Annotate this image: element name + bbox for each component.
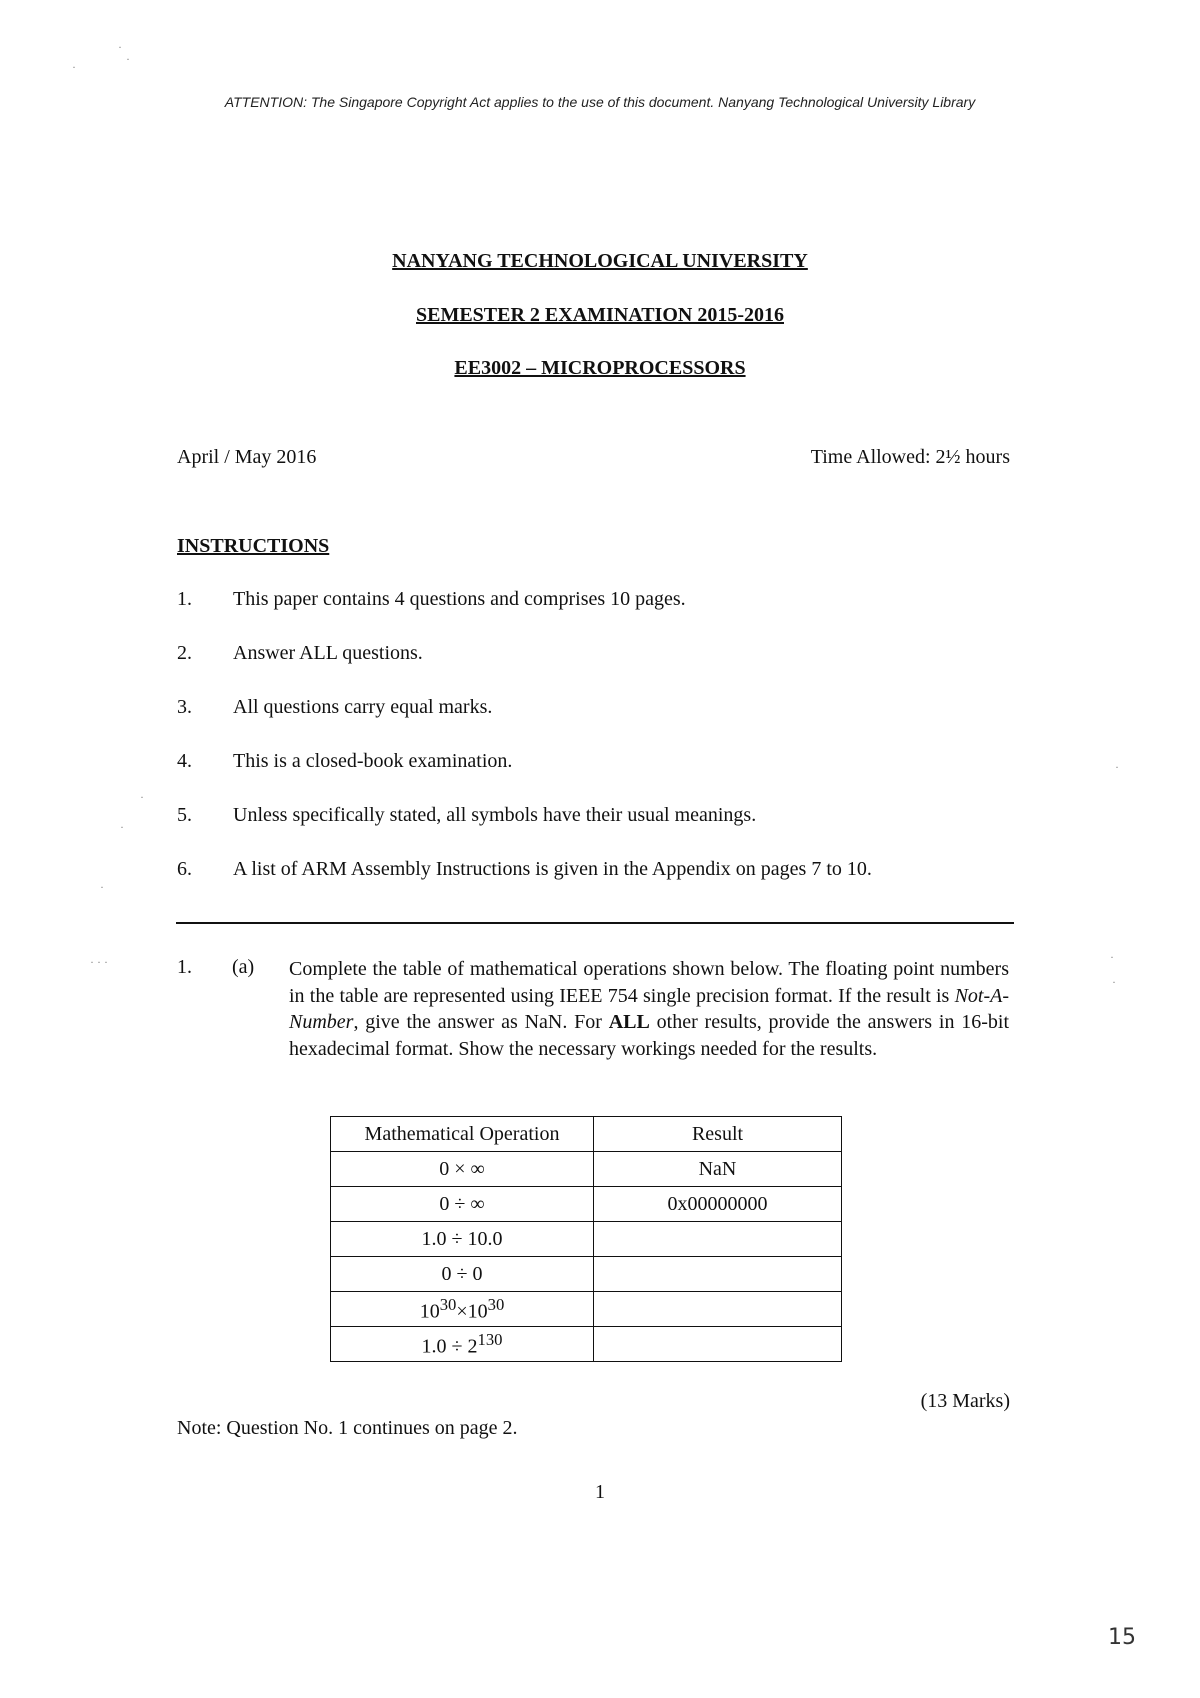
continuation-note: Note: Question No. 1 continues on page 2. [177,1417,518,1439]
scan-speck: · [1115,760,1119,774]
question-text-segment: , give the answer as NaN. For [353,1011,609,1033]
question-part-label: (a) [232,956,255,978]
table-row [331,1152,842,1187]
instruction-number: 3. [177,696,192,718]
operation-superscript: 30 [439,1294,457,1314]
operation-cell [331,1187,594,1222]
scan-speck: · [100,880,104,894]
scan-speck: · · · [90,955,108,969]
question-text-italic: Not-A-Number [289,984,1009,1033]
operation-superscript: 130 [477,1329,503,1349]
operation-cell [331,1222,594,1257]
column-header-result: Result [594,1117,842,1152]
handwritten-page-mark: 15 [1108,1625,1136,1650]
scan-speck: · [1110,950,1114,964]
operations-table [330,1116,842,1362]
operation-text: 1.0 ÷ 10.0 [421,1227,503,1250]
scan-speck: · [118,40,122,54]
instruction-text: A list of ARM Assembly Instructions is given in the Appendix on pages 7 to 10. [233,858,872,880]
operation-cell [331,1327,594,1362]
course-title: EE3002 – MICROPROCESSORS [454,357,746,379]
instruction-number: 5. [177,804,192,826]
university-title: NANYANG TECHNOLOGICAL UNIVERSITY [392,250,808,272]
operation-text: 0 × ∞ [439,1157,485,1180]
instruction-text: This is a closed-book examination. [233,750,513,772]
section-divider [176,922,1014,924]
result-cell [594,1292,842,1327]
instruction-text: All questions carry equal marks. [233,696,493,718]
table-row [331,1187,842,1222]
scan-speck: · [120,820,124,834]
table-row [331,1327,842,1362]
instruction-text: Answer ALL questions. [233,642,423,664]
table-header-row [331,1117,842,1152]
exam-title: SEMESTER 2 EXAMINATION 2015-2016 [416,304,784,326]
instruction-number: 2. [177,642,192,664]
operation-superscript: 30 [487,1294,505,1314]
instruction-number: 6. [177,858,192,880]
instruction-number: 4. [177,750,192,772]
operation-text: 10 [419,1300,440,1323]
question-text-segment: Complete the table of mathematical operations shown below. The floating point numbers in the table are represented using IEEE 754 single precision format. If the result is [289,958,1009,1007]
operation-cell [331,1152,594,1187]
instruction-text: Unless specifically stated, all symbols have their usual meanings. [233,804,757,826]
result-cell [594,1257,842,1292]
time-allowed: Time Allowed: 2½ hours [810,446,1010,468]
table-row [331,1257,842,1292]
question-text-bold: ALL [608,1011,650,1033]
operation-text: ×10 [456,1300,488,1323]
instructions-title: INSTRUCTIONS [177,535,330,557]
operation-text: 1.0 ÷ 2 [421,1335,478,1358]
question-number: 1. [177,956,192,978]
result-cell [594,1327,842,1362]
scan-speck: · [126,52,130,66]
question-text-segment: other results, provide the answers in 16-bit hexadecimal format. Show the necessary workings needed for the results. [289,1011,1010,1060]
scan-speck: · [1112,975,1116,989]
result-cell [594,1222,842,1257]
scan-speck: · [140,790,144,804]
column-header-operation: Mathematical Operation [331,1117,594,1152]
result-cell: NaN [594,1152,842,1187]
operation-text: 0 ÷ 0 [441,1262,483,1285]
table-row [331,1292,842,1327]
operation-cell [331,1257,594,1292]
copyright-attention-notice: ATTENTION: The Singapore Copyright Act applies to the use of this document. Nanyang Technological University Library [224,94,976,110]
instruction-number: 1. [177,588,192,610]
scan-speck: · [72,60,76,74]
instruction-text: This paper contains 4 questions and comprises 10 pages. [233,588,686,610]
operation-cell [331,1292,594,1327]
question-1a-text [289,956,1009,1062]
table-row [331,1222,842,1257]
marks-label: (13 Marks) [920,1390,1010,1412]
page-number: 1 [595,1481,605,1503]
result-cell: 0x00000000 [594,1187,842,1222]
operation-text: 0 ÷ ∞ [439,1192,485,1215]
exam-date: April / May 2016 [177,446,317,468]
